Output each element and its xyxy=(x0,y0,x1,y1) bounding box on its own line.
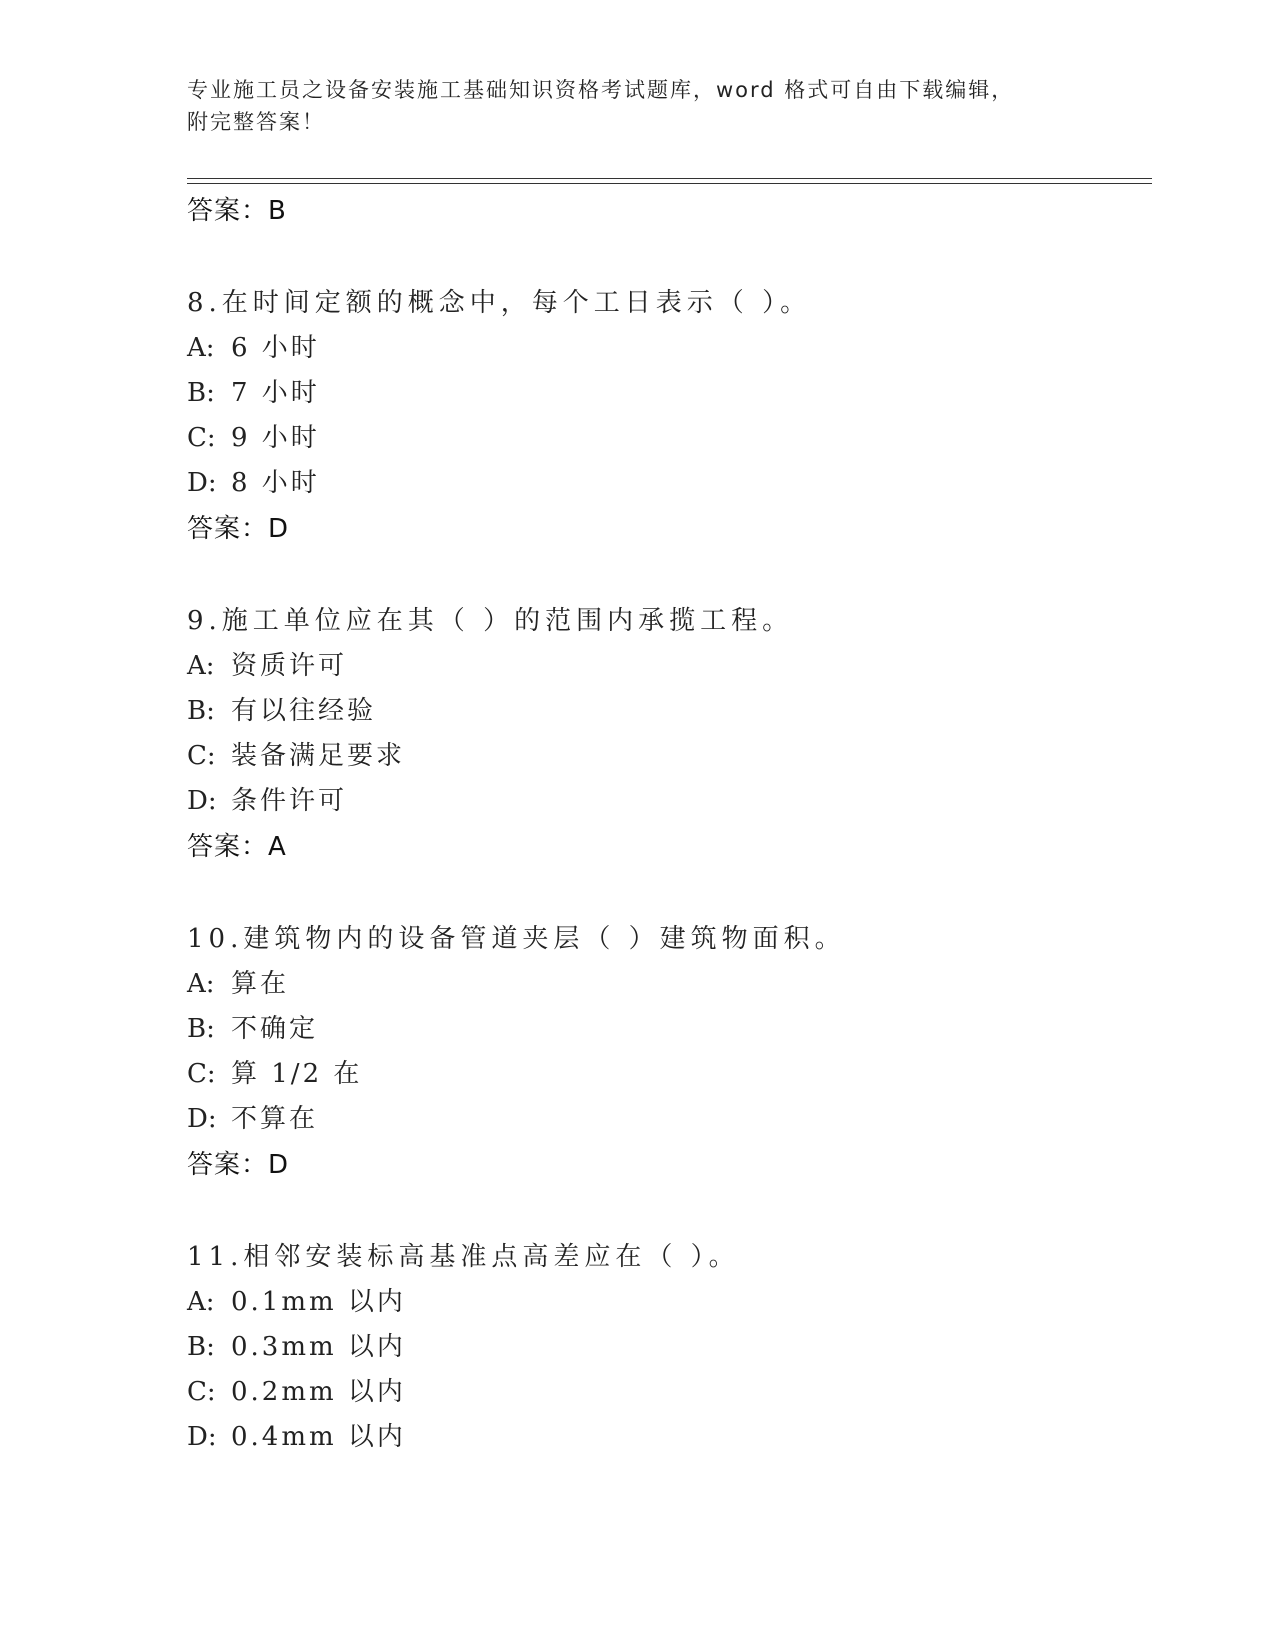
question-text: 8.在时间定额的概念中，每个工日表示（ ）。 xyxy=(187,288,812,318)
option-letter: A: xyxy=(187,1287,215,1317)
option-text: 算在 xyxy=(231,969,290,999)
answer-line: 答案：A xyxy=(187,832,287,862)
option-letter: D: xyxy=(187,468,217,498)
option-letter: D: xyxy=(187,1104,217,1134)
option-c xyxy=(187,734,1147,779)
option-text: 条件许可 xyxy=(231,786,348,816)
option-text: 7 小时 xyxy=(231,378,320,408)
answer-line: 答案：D xyxy=(187,514,290,544)
document-header xyxy=(187,74,1067,138)
option-b xyxy=(187,1007,1147,1052)
option-text: 0.2mm 以内 xyxy=(231,1377,406,1407)
option-c xyxy=(187,1370,1147,1415)
option-text: 6 小时 xyxy=(231,333,320,363)
option-text: 资质许可 xyxy=(231,651,348,681)
option-letter: B: xyxy=(187,1014,215,1044)
option-letter: D: xyxy=(187,1422,217,1452)
option-d xyxy=(187,779,1147,824)
option-c xyxy=(187,416,1147,461)
header-divider-bottom xyxy=(187,183,1152,184)
option-a xyxy=(187,962,1147,1007)
option-text: 0.3mm 以内 xyxy=(231,1332,406,1362)
answer-line: 答案：D xyxy=(187,1150,290,1180)
option-d xyxy=(187,461,1147,506)
question-8 xyxy=(187,280,1147,552)
option-letter: C: xyxy=(187,423,216,453)
option-a xyxy=(187,326,1147,371)
option-letter: C: xyxy=(187,741,216,771)
question-11 xyxy=(187,1234,1147,1460)
option-a xyxy=(187,1280,1147,1325)
option-b xyxy=(187,371,1147,416)
question-10 xyxy=(187,916,1147,1188)
option-text: 有以往经验 xyxy=(231,696,377,726)
option-b xyxy=(187,689,1147,734)
option-text: 0.4mm 以内 xyxy=(231,1422,406,1452)
option-d xyxy=(187,1415,1147,1460)
option-d xyxy=(187,1097,1147,1142)
option-letter: B: xyxy=(187,1332,215,1362)
option-letter: A: xyxy=(187,651,215,681)
option-letter: A: xyxy=(187,969,215,999)
option-letter: B: xyxy=(187,378,215,408)
question-text: 11.相邻安装标高基准点高差应在（ ）。 xyxy=(187,1242,740,1272)
option-text: 装备满足要求 xyxy=(231,741,406,771)
option-text: 0.1mm 以内 xyxy=(231,1287,406,1317)
option-text: 算 1/2 在 xyxy=(231,1059,363,1089)
option-a xyxy=(187,644,1147,689)
option-letter: D: xyxy=(187,786,217,816)
option-text: 不算在 xyxy=(231,1104,319,1134)
option-b xyxy=(187,1325,1147,1370)
option-letter: C: xyxy=(187,1377,216,1407)
option-text: 8 小时 xyxy=(231,468,320,498)
question-text: 9.施工单位应在其（ ）的范围内承揽工程。 xyxy=(187,606,794,636)
option-letter: B: xyxy=(187,696,215,726)
answer-line: 答案：B xyxy=(187,196,287,226)
option-c xyxy=(187,1052,1147,1097)
question-9 xyxy=(187,598,1147,870)
option-text: 不确定 xyxy=(231,1014,319,1044)
question-text: 10.建筑物内的设备管道夹层（ ）建筑物面积。 xyxy=(187,924,846,954)
option-text: 9 小时 xyxy=(231,423,320,453)
header-divider-top xyxy=(187,178,1152,179)
option-letter: A: xyxy=(187,333,215,363)
header-line-1: 专业施工员之设备安装施工基础知识资格考试题库，word 格式可自由下载编辑， xyxy=(187,78,1015,102)
question-list xyxy=(187,188,1147,1460)
option-letter: C: xyxy=(187,1059,216,1089)
header-line-2: 附完整答案！ xyxy=(187,110,325,134)
